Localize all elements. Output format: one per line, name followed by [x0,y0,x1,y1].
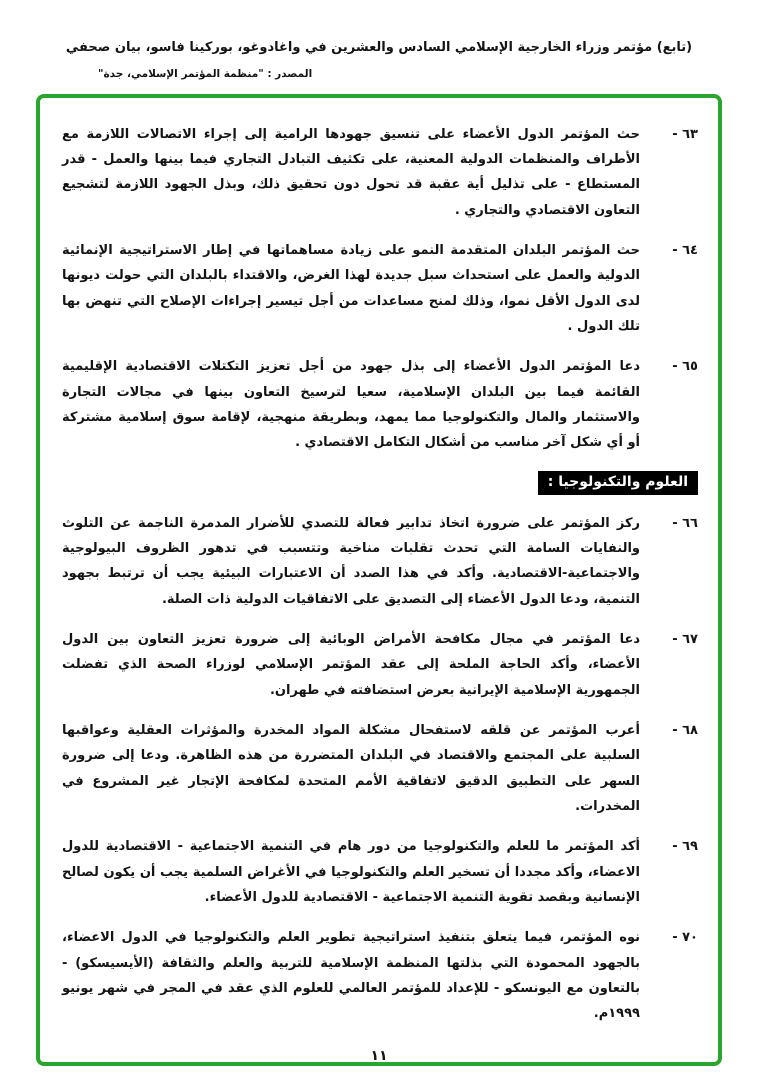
paragraph-text: نوه المؤتمر، فيما يتعلق بتنفيذ استراتيجية تطوير العلم والتكنولوجيا في الدول الاعضاء، بالجهود المحمودة التي بذلتها المنظمة الإسلامية للتربية والعلم والثقافة (الأيسيسكو) - بالتعاون مع اليونسكو - للإعداد للمؤتمر العالمي للعلوم الذي عقد في المجر في شهر يونيو ١٩٩٩م. [62,930,640,1022]
page-number: ١١ [370,1048,388,1064]
paragraph-item-64 [62,238,698,339]
paragraph-number: ٦٧ - [672,632,698,647]
paragraph-text: دعا المؤتمر في مجال مكافحة الأمراض الوبائية إلى ضرورة تعزيز التعاون بين الدول الأعضاء، وأكد الحاجة الملحة إلى عقد المؤتمر الإسلامي لوزراء الصحة الذي تفضلت الجمهورية الإسلامية الإيرانية بعرض استضافته في طهران. [62,632,640,698]
paragraph-text: ركز المؤتمر على ضرورة اتخاذ تدابير فعالة للتصدي للأضرار المدمرة الناجمة عن التلوث والنفايات السامة التي تحدث تقلبات مناخية وتتسبب في تدهور الظروف البيولوجية والاجتماعية-الاقتصادية. وأكد في هذا الصدد أن الاعتبارات البيئية يجب أن ترتبط بجهود التنمية، ودعا الدول الأعضاء إلى التصديق على الاتفاقيات الدولية ذات الصلة. [62,515,640,607]
document-title: (تابع) مؤتمر وزراء الخارجية الإسلامي السادس والعشرين في واغادوغو، بوركينا فاسو، بيان صحفي [65,40,693,55]
paragraph-item-70 [62,925,698,1026]
paragraph-number: ٧٠ - [672,930,698,946]
paragraph-text: أكد المؤتمر ما للعلم والتكنولوجيا من دور هام في التنمية الاجتماعية - الاقتصادية للدول الاعضاء، وأكد مجددا أن تسخير العلم والتكنولوجيا في الأغراض السلمية يجب أن يكون لصالح الإنسانية وبقصد تقوية التنمية الاجتماعية - الاقتصادية للدول الأعضاء. [62,839,640,906]
content-border-box [36,94,722,1066]
section-heading-row [62,471,698,495]
paragraph-item-67 [62,627,698,703]
paragraph-text: حث المؤتمر الدول الأعضاء على تنسيق جهودها الرامية إلى إجراء الاتصالات اللازمة مع الأطراف والمنظمات الدولية المعنية، على تكثيف التبادل التجاري فيما بينها والعمل - قدر المستطاع - على تذليل أية عقبة قد تحول دون تحقيق ذلك، وبذل الجهود اللازمة لتشجيع التعاون الاقتصادي والتجاري . [62,126,640,218]
paragraph-item-68 [62,718,698,819]
section-heading: العلوم والتكنولوجيا : [538,471,698,495]
paragraph-item-63 [62,122,698,223]
paragraph-number: ٦٨ - [672,723,698,739]
paragraph-item-66 [62,511,698,612]
source-line: المصدر : "منظمة المؤتمر الإسلامي، جدة" [98,67,313,80]
paragraph-number: ٦٦ - [672,515,698,531]
paragraph-number: ٦٣ - [672,126,698,142]
paragraph-number: ٦٤ - [672,242,698,258]
paragraph-number: ٦٥ - [672,359,698,375]
paragraph-text: دعا المؤتمر الدول الأعضاء إلى بذل جهود من أجل تعزيز التكتلات الاقتصادية الإقليمية القائمة فيما بين البلدان الإسلامية، سعيا لترسيخ التعاون بينها في مجالات التجارة والاستثمار والمال والتكنولوجيا مما يمهد، وبطريقة منهجية، لإقامة سوق إسلامية مشتركة أو أي شكل آخر مناسب من أشكال التكامل الاقتصادي . [62,359,640,451]
paragraph-item-69 [62,834,698,910]
paragraph-text: حث المؤتمر البلدان المتقدمة النمو على زيادة مساهماتها في إطار الاستراتيجية الإنمائية الدولية والعمل على استحداث سبل جديدة لهذا الغرض، والاقتداء بالبلدان التي حولت ديونها لدى الدول الأقل نموا، وذلك لمنح مساعدات من أجل تيسير إجراءات الإصلاح التي تنهض بها تلك الدول . [62,242,640,334]
paragraph-number: ٦٩ - [672,839,698,855]
paragraph-item-65 [62,354,698,455]
paragraph-text: أعرب المؤتمر عن قلقه لاستفحال مشكلة المواد المخدرة والمؤثرات العقلية وعواقبها السلبية على المجتمع والاقتصاد في البلدان المتضررة من هذه الظاهرة. ودعا إلى ضرورة السهر على التطبيق الدقيق لاتفاقية الأمم المتحدة لمكافحة الإتجار غير المشروع في المخدرات. [62,723,640,815]
